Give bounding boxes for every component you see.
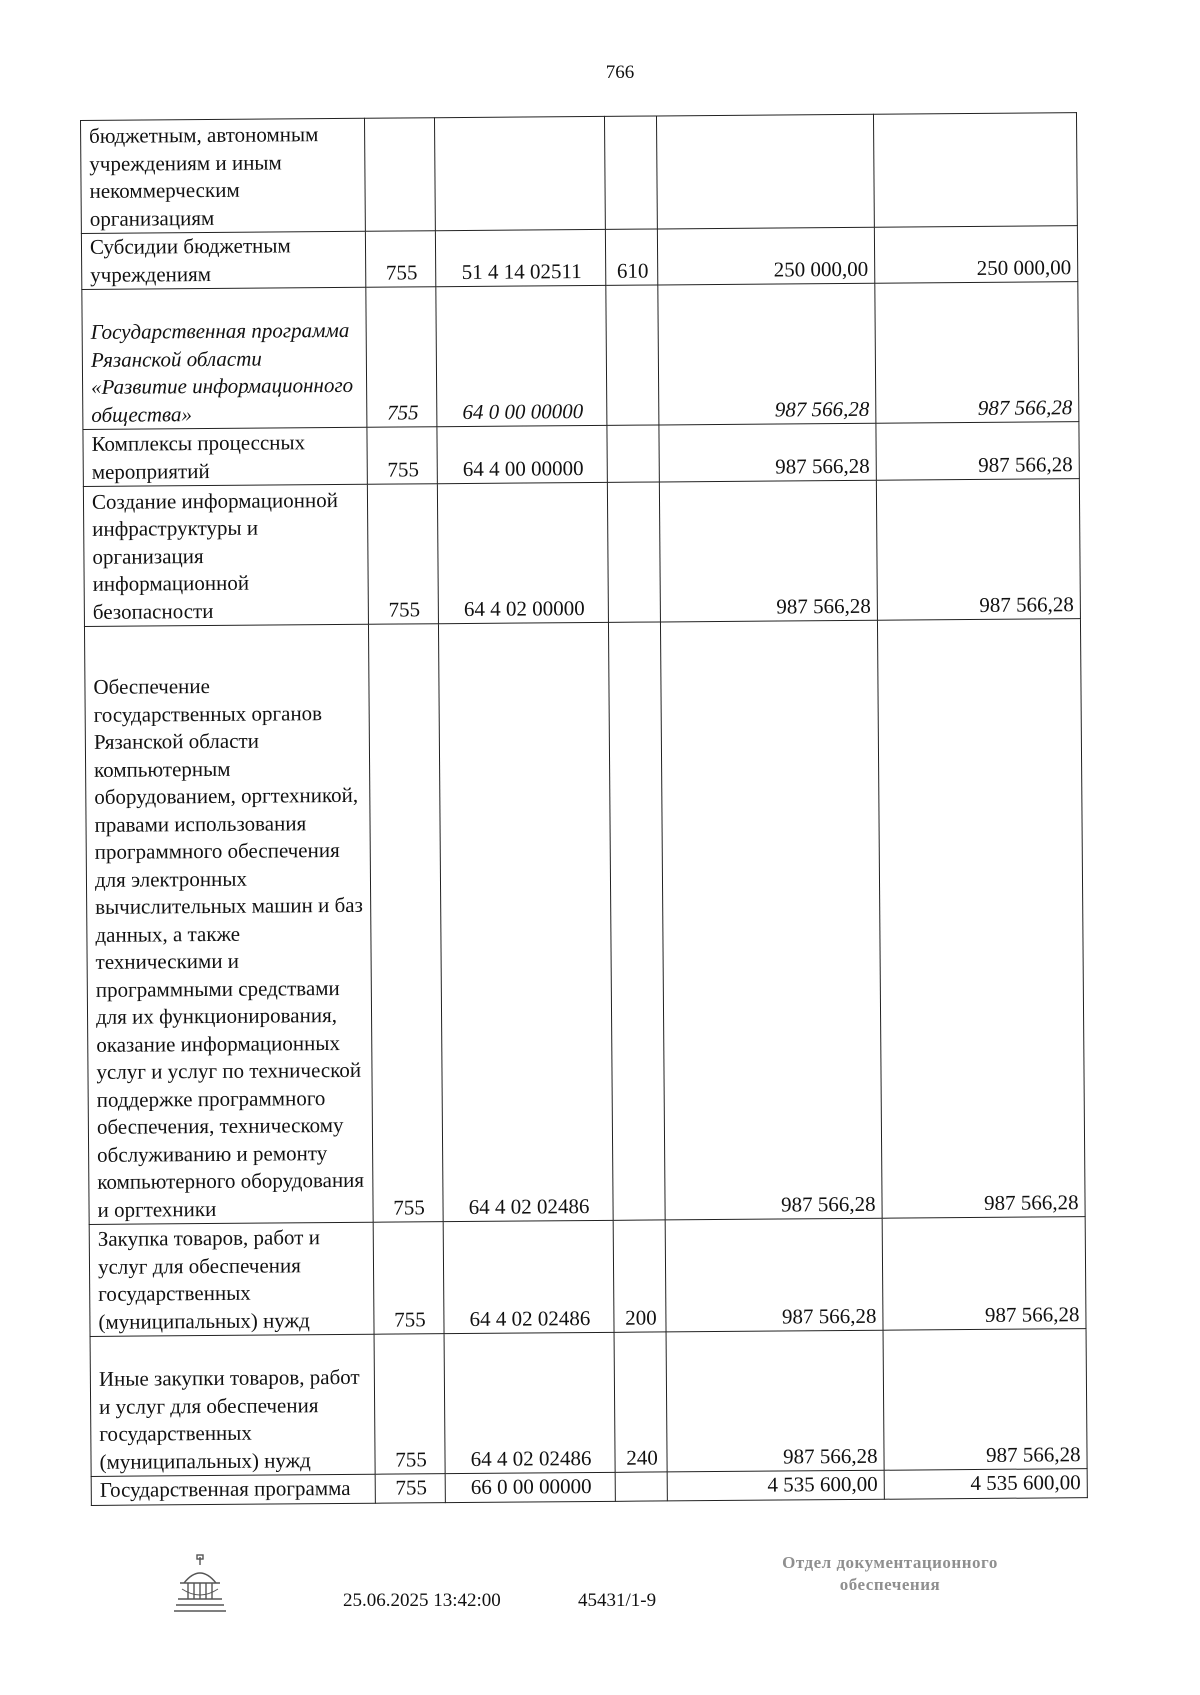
row-ved: 755 [373, 1222, 444, 1335]
duma-building-logo-icon [172, 1553, 228, 1615]
table-row [83, 479, 1080, 627]
row-code [434, 116, 605, 230]
footer-doc-number: 45431/1-9 [578, 1590, 657, 1611]
row-name: бюджетным, автономным учреждениям и иным некоммерческим организациям [81, 118, 366, 233]
row-code: 64 4 02 02486 [443, 1220, 614, 1333]
department-stamp [740, 1552, 1040, 1596]
row-name: Государственная программа Рязанской области «Развитие информационного общества» [82, 287, 367, 429]
table-row [90, 1329, 1087, 1477]
table-row [89, 1217, 1086, 1337]
row-gr [604, 116, 657, 229]
footer-timestamp: 25.06.2025 13:42:00 [343, 1590, 501, 1611]
row-name: Субсидии бюджетным учреждениям [81, 231, 365, 289]
row-sum2: 987 566,28 [875, 282, 1079, 424]
budget-table [80, 112, 1088, 1505]
row-sum1: 987 566,28 [666, 1330, 884, 1472]
row-name: Создание информационной инфраструктуры и организация информационной безопасности [83, 484, 368, 626]
row-sum1: 987 566,28 [665, 1218, 883, 1332]
row-gr [607, 425, 659, 482]
row-ved: 755 [367, 484, 438, 625]
row-gr [608, 622, 665, 1220]
row-name: Иные закупки товаров, работ и услуг для обеспечения государственных (муниципальных) нужд [90, 1334, 375, 1476]
table-row [82, 282, 1079, 430]
row-sum1 [656, 114, 874, 229]
row-ved: 755 [368, 624, 443, 1223]
row-sum2: 4 535 600,00 [884, 1469, 1087, 1499]
table-row [83, 422, 1079, 487]
row-code: 64 4 02 02486 [438, 622, 613, 1221]
row-sum1: 4 535 600,00 [667, 1470, 884, 1500]
row-sum2: 987 566,28 [876, 422, 1079, 481]
row-gr: 610 [605, 229, 657, 285]
page-number: 766 [605, 62, 635, 83]
row-name: Обеспечение государственных органов Рязанской области компьютерным оборудованием, оргтехникой, правами использования программного обеспечения для электронных вычислительных машин и баз данных, а также техническими и программными средствами для их функционирования, оказание информационных услуг и услуг по технической поддержке программного обеспечения, техническому обслуживанию и ремонту компьютерного оборудования и оргтехники [84, 624, 373, 1224]
row-gr [607, 482, 660, 622]
row-ved: 755 [374, 1334, 445, 1475]
row-sum1: 987 566,28 [659, 423, 876, 482]
row-ved: 755 [365, 231, 435, 288]
row-sum2: 987 566,28 [877, 619, 1085, 1219]
row-name: Комплексы процессных мероприятий [83, 427, 367, 486]
row-code: 66 0 00 00000 [445, 1472, 615, 1502]
row-code: 64 4 02 02486 [444, 1332, 615, 1473]
row-gr [615, 1472, 667, 1501]
row-code: 64 4 02 00000 [437, 482, 608, 623]
row-sum2: 987 566,28 [882, 1217, 1086, 1331]
row-gr: 200 [613, 1220, 666, 1332]
row-sum2 [873, 113, 1077, 228]
row-sum2: 250 000,00 [874, 226, 1077, 284]
row-ved [364, 118, 435, 232]
row-code: 64 4 00 00000 [437, 425, 607, 483]
row-code: 64 0 00 00000 [436, 285, 607, 426]
table-row [81, 226, 1077, 290]
row-sum2: 987 566,28 [876, 479, 1080, 621]
table-row [84, 619, 1085, 1225]
row-sum1: 987 566,28 [659, 480, 877, 622]
row-gr [606, 285, 659, 425]
row-name: Закупка товаров, работ и услуг для обеспечения государственных (муниципальных) нужд [89, 1222, 374, 1336]
row-code: 51 4 14 02511 [435, 229, 605, 286]
row-sum1: 250 000,00 [657, 227, 874, 285]
table-row [81, 113, 1078, 234]
stamp-line-1: Отдел документационного [782, 1553, 998, 1572]
row-ved: 755 [375, 1474, 445, 1503]
row-sum2: 987 566,28 [883, 1329, 1087, 1471]
row-gr: 240 [614, 1332, 667, 1472]
row-sum1: 987 566,28 [658, 283, 876, 425]
row-name: Государственная программа [91, 1474, 375, 1505]
row-sum1: 987 566,28 [660, 620, 882, 1220]
stamp-line-2: обеспечения [839, 1575, 941, 1594]
row-ved: 755 [367, 427, 437, 485]
row-ved: 755 [366, 287, 437, 428]
